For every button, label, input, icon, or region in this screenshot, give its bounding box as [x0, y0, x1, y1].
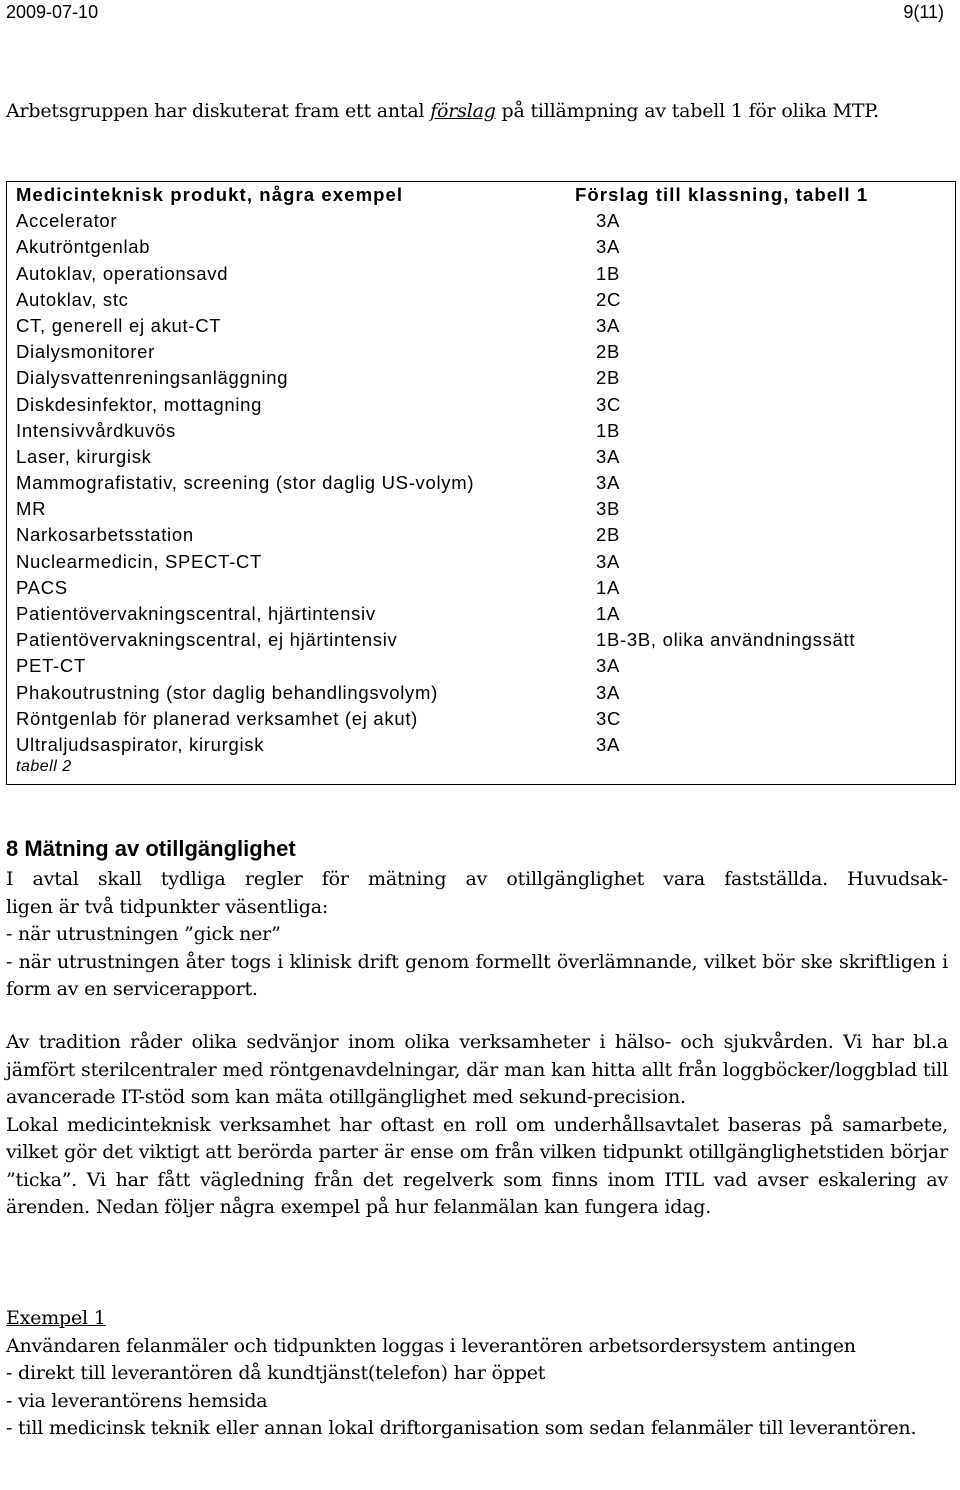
header-page-number: 9(11): [903, 2, 944, 22]
section-paragraphs-2: [6, 1029, 948, 1222]
table-cell-class: 1B: [596, 262, 621, 284]
intro-emphasis: förslag: [430, 100, 496, 122]
table-row: [7, 392, 955, 418]
paragraph-line: ligen är två tidpunkter väsentliga:: [6, 895, 329, 918]
table-row: [7, 234, 955, 260]
table-cell-product: Dialysmonitorer: [16, 341, 156, 363]
table-cell-product: Narkosarbetsstation: [16, 524, 194, 546]
header-date: 2009-07-10: [6, 2, 99, 22]
table-cell-class: 3C: [596, 393, 622, 415]
table-cell-product: PACS: [16, 576, 68, 598]
table-header-classification: Förslag till klassning, tabell 1: [575, 184, 869, 205]
table-cell-product: Autoklav, stc: [16, 288, 129, 310]
bullet-item: - när utrustningen ”gick ner”: [6, 923, 281, 945]
example-title: Exempel 1: [6, 1307, 106, 1329]
table-cell-class: 2B: [596, 524, 621, 546]
table-row: [7, 732, 955, 758]
table-row: [7, 287, 955, 313]
table-row: [7, 208, 955, 234]
table-cell-class: 3A: [596, 236, 621, 258]
table-caption: tabell 2: [16, 758, 72, 776]
table-cell-product: Intensivvårdkuvös: [16, 419, 176, 441]
table-row: [7, 601, 955, 627]
table-cell-product: Nuclearmedicin, SPECT-CT: [16, 550, 263, 572]
table-cell-product: Accelerator: [16, 210, 118, 232]
table-row: [7, 653, 955, 679]
table-row: [7, 444, 955, 470]
table-cell-product: Laser, kirurgisk: [16, 445, 152, 467]
table-row: [7, 365, 955, 391]
paragraph: Av tradition råder olika sedvänjor inom olika verksamheter i hälso- och sjukvården. Vi har bl.a jämfört sterilcentraler med röntgenavdelningar, där man kan hitta allt från loggböcker/loggblad till avancerade IT-stöd som kan mäta otillgänglighet med sekund-precision.: [6, 1031, 948, 1108]
table-row: [7, 261, 955, 287]
table-cell-class: 3A: [596, 655, 621, 677]
table-cell-class: 3A: [596, 733, 621, 755]
section-paragraph-1: [6, 866, 948, 1004]
table-row: [7, 627, 955, 653]
table-cell-class: 1A: [596, 576, 621, 598]
table-cell-product: CT, generell ej akut-CT: [16, 314, 222, 336]
table-cell-class: 1A: [596, 603, 621, 624]
table-cell-product: Ultraljudsaspirator, kirurgisk: [16, 733, 265, 755]
table-cell-class: 3A: [596, 550, 621, 572]
intro-text-after: på tillämpning av tabell 1 för olika MTP.: [495, 100, 879, 122]
table-cell-product: Phakoutrustning (stor daglig behandlingsvolym): [16, 681, 438, 703]
table-cell-product: Patientövervakningscentral, hjärtintensiv: [16, 603, 376, 624]
table-cell-product: Röntgenlab för planerad verksamhet (ej akut): [16, 707, 419, 729]
paragraph-line: I avtal skall tydliga regler för mätning av otillgänglighet vara fastställda. Huvudsak-: [6, 868, 948, 890]
example-intro: Användaren felanmäler och tidpunkten loggas i leverantören arbetsordersystem antingen: [6, 1334, 856, 1357]
table-cell-class: 3B: [596, 498, 621, 520]
table-cell-class: 3C: [596, 707, 622, 729]
table-row: [7, 706, 955, 732]
table-header-row: [7, 182, 955, 208]
table-cell-product: Dialysvattenreningsanläggning: [16, 367, 289, 389]
table-caption-row: [7, 758, 955, 784]
table-row: [7, 522, 955, 548]
table-cell-class: 3A: [596, 445, 621, 467]
table-row: [7, 575, 955, 601]
bullet-item: - när utrustningen åter togs i klinisk drift genom formellt överlämnande, vilket bör ske skriftligen i form av en servicerapport.: [6, 950, 948, 1000]
table-row: [7, 339, 955, 365]
table-cell-product: Autoklav, operationsavd: [16, 262, 229, 284]
table-cell-class: 3A: [596, 472, 621, 494]
table-row: [7, 680, 955, 706]
table-cell-product: Akutröntgenlab: [16, 236, 151, 258]
table-cell-class: 2B: [596, 341, 621, 363]
table-row: [7, 496, 955, 522]
example-bullet: - direkt till leverantören då kundtjänst(telefon) har öppet: [6, 1362, 546, 1384]
table-cell-class: 1B-3B, olika användningssätt: [596, 629, 856, 651]
table-cell-class: 1B: [596, 419, 621, 441]
table-cell-product: Mammografistativ, screening (stor daglig US-volym): [16, 472, 475, 494]
table-row: [7, 418, 955, 444]
section-title: 8 Mätning av otillgänglighet: [6, 836, 296, 861]
intro-text-before: Arbetsgruppen har diskuterat fram ett antal: [6, 100, 431, 122]
table-cell-class: 3A: [596, 681, 621, 703]
table-cell-class: 2B: [596, 367, 621, 389]
table-cell-product: Diskdesinfektor, mottagning: [16, 393, 263, 415]
paragraph: Lokal medicinteknisk verksamhet har oftast en roll om underhållsavtalet baseras på samarbete, vilket gör det viktigt att berörda parter är ense om från vilken tidpunkt otillgänglighetstiden börjar ”ticka”. Vi har fått vägledning från det regelverk som finns inom ITIL vad avser eskalering av ärenden. Nedan följer några exempel på hur felanmälan kan fungera idag.: [6, 1113, 948, 1218]
table-cell-product: Patientövervakningscentral, ej hjärtintensiv: [16, 629, 398, 651]
table-header-product: Medicinteknisk produkt, några exempel: [16, 184, 404, 205]
table-cell-class: 3A: [596, 314, 621, 336]
table-row: [7, 470, 955, 496]
example-bullet: - via leverantörens hemsida: [6, 1389, 268, 1412]
table-row: [7, 313, 955, 339]
example-bullet: - till medicinsk teknik eller annan lokal driftorganisation som sedan felanmäler till leverantören.: [6, 1417, 917, 1439]
classification-table: [6, 181, 956, 785]
table-cell-class: 2C: [596, 288, 622, 310]
example-block: [6, 1305, 948, 1443]
table-cell-product: MR: [16, 498, 47, 520]
intro-paragraph: [6, 98, 946, 126]
table-cell-product: PET-CT: [16, 655, 86, 677]
table-cell-class: 3A: [596, 210, 621, 232]
table-row: [7, 549, 955, 575]
